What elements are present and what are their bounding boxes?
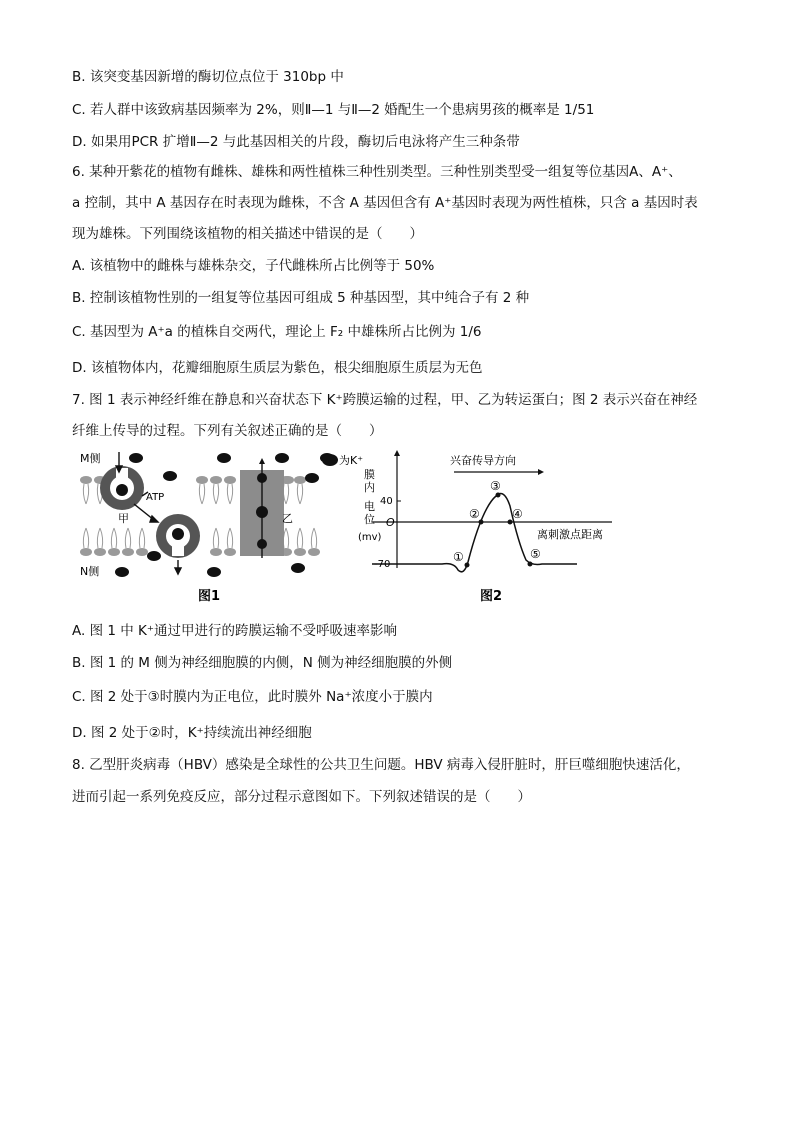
fig2-point-4: ④ <box>512 507 523 521</box>
fig2-xlabel: 离刺激点距离 <box>537 528 603 541</box>
atp-label: ATP <box>146 492 165 503</box>
figure-svg <box>72 448 632 608</box>
fig2-origin-label: O <box>386 516 395 529</box>
fig2-ylabel-3: 电 <box>364 500 375 513</box>
yi-label: 乙 <box>282 512 293 525</box>
q6-option-b: B. 控制该植物性别的一组复等位基因可组成 5 种基因型，其中纯合子有 2 种 <box>72 290 530 306</box>
q7-stem-line1: 7. 图 1 表示神经纤维在静息和兴奋状态下 K⁺跨膜运输的过程，甲、乙为转运蛋白；图 2 表示兴奋在神经 <box>72 392 698 408</box>
protein-jia-upper <box>100 466 144 510</box>
k-legend-label: 为K⁺ <box>339 454 364 467</box>
fig2-point-3: ③ <box>490 479 501 493</box>
q7-stem-line2: 纤维上传导的过程。下列有关叙述正确的是（ ） <box>72 423 383 439</box>
fig2-point-5: ⑤ <box>530 547 541 561</box>
fig2-points <box>465 493 533 568</box>
figure-1 <box>80 452 363 604</box>
figure-2 <box>358 450 612 604</box>
channel-yi <box>240 458 284 558</box>
q7-option-c: C. 图 2 处于③时膜内为正电位，此时膜外 Na⁺浓度小于膜内 <box>72 689 433 705</box>
q6-stem-line1: 6. 某种开紫花的植物有雌株、雄株和两性植株三种性别类型。三种性别类型受一组复等位基因A、A⁺、 <box>72 164 682 180</box>
fig2-caption: 图2 <box>480 589 503 604</box>
figures-area <box>72 448 632 608</box>
fig2-point-1: ① <box>453 550 464 564</box>
jia-label: 甲 <box>118 512 129 525</box>
q5-option-c: C. 若人群中该致病基因频率为 2%，则Ⅱ—1 与Ⅱ—2 婚配生一个患病男孩的概率是 1/51 <box>72 102 595 118</box>
fig2-direction-label: 兴奋传导方向 <box>450 454 516 467</box>
q6-option-c: C. 基因型为 A⁺a 的植株自交两代，理论上 F₂ 中雄株所占比例为 1/6 <box>72 324 482 340</box>
fig2-tick-40-label: 40 <box>380 496 393 507</box>
fig2-ylabel-1: 膜 <box>364 468 375 481</box>
fig2-ylabel-5: (mv) <box>358 532 382 543</box>
fig2-ylabel-4: 位 <box>364 513 375 526</box>
q5-option-b: B. 该突变基因新增的酶切位点位于 310bp 中 <box>72 69 344 85</box>
q8-stem-line2: 进而引起一系列免疫反应，部分过程示意图如下。下列叙述错误的是（ ） <box>72 789 531 805</box>
q8-stem-line1: 8. 乙型肝炎病毒（HBV）感染是全球性的公共卫生问题。HBV 病毒入侵肝脏时，肝巨噬细胞快速活化， <box>72 757 690 773</box>
fig2-y-arrow <box>394 450 400 456</box>
q6-stem-line2: a 控制，其中 A 基因存在时表现为雌株，不含 A 基因但含有 A⁺基因时表现为两性植株，只含 a 基因时表 <box>72 195 698 211</box>
q7-option-d: D. 图 2 处于②时，K⁺持续流出神经细胞 <box>72 725 312 741</box>
k-legend-dot <box>322 454 338 466</box>
protein-jia-lower <box>156 514 200 558</box>
n-side-label: N侧 <box>80 565 100 578</box>
fig2-point-2: ② <box>469 507 480 521</box>
m-side-label: M侧 <box>80 452 101 465</box>
q5-option-d: D. 如果用PCR 扩增Ⅱ—2 与此基因相关的片段，酶切后电泳将产生三种条带 <box>72 134 520 150</box>
q6-option-d: D. 该植物体内，花瓣细胞原生质层为紫色，根尖细胞原生质层为无色 <box>72 360 483 376</box>
q7-option-b: B. 图 1 的 M 侧为神经细胞膜的内侧，N 侧为神经细胞膜的外侧 <box>72 655 453 671</box>
fig2-direction-arrowhead <box>538 469 544 475</box>
fig2-tick-m70-label: -70 <box>374 559 391 570</box>
q6-option-a: A. 该植物中的雌株与雄株杂交，子代雌株所占比例等于 50% <box>72 258 435 274</box>
q6-stem-line3: 现为雄株。下列围绕该植物的相关描述中错误的是（ ） <box>72 226 423 242</box>
fig2-ylabel-2: 内 <box>364 481 375 494</box>
fig1-caption: 图1 <box>198 589 221 604</box>
q7-option-a: A. 图 1 中 K⁺通过甲进行的跨膜运输不受呼吸速率影响 <box>72 623 398 639</box>
